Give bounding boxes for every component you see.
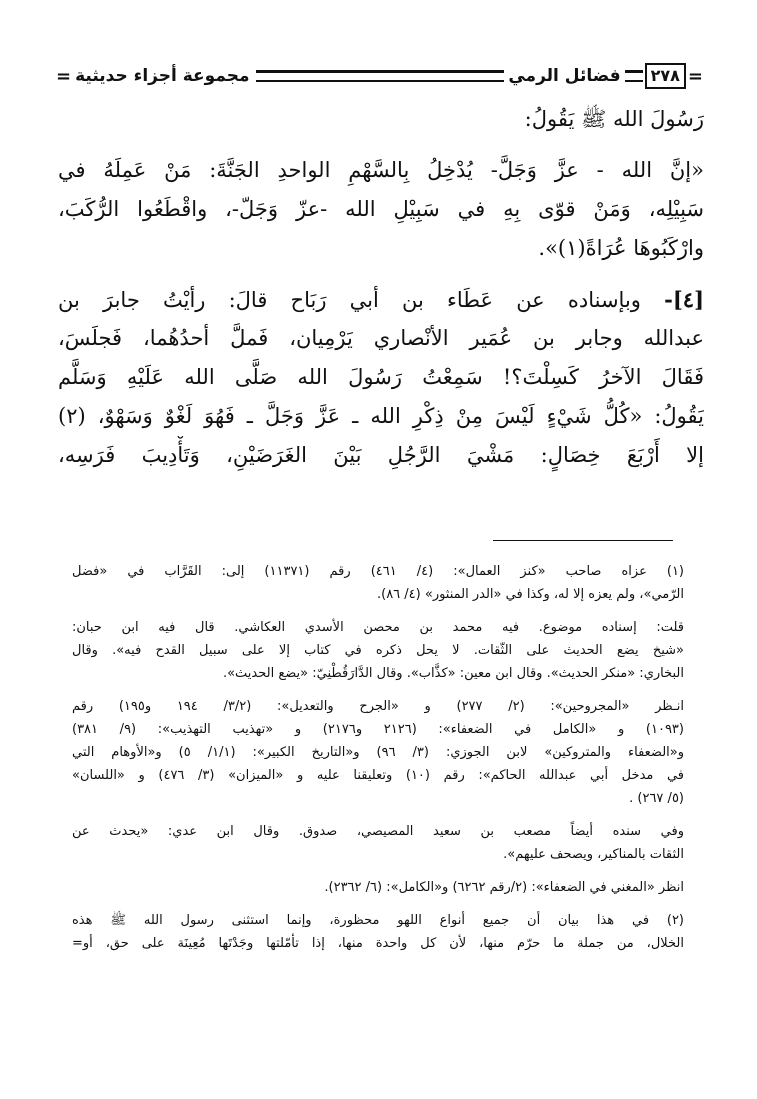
footnote-line: «شيخ يضع الحديث على الثّقات. لا يحل ذكره في كتاب إلا على سبيل القدح فيه». وقال	[72, 643, 684, 658]
footnote-line: (٥/ ٢٦٧) .	[629, 791, 684, 806]
footnote-line: قلت: إسناده موضوع. فيه محمد بن محصن الأسدي العكاشي. قال فيه ابن حبان:	[72, 620, 684, 635]
footnote-qult	[72, 616, 684, 685]
footnote-line: وفي سنده أيضاً مصعب بن سعيد المصيصي، صدوق. وقال ابن عدي: «يحدث عن	[72, 824, 684, 839]
footnote-separator	[493, 540, 673, 541]
footnote-references	[72, 695, 684, 810]
text-line	[58, 280, 704, 319]
text-line: عبدالله وجابر بن عُمَير الأنْصاري يَرْمِيان، فَملَّ أحدُهُما، فَجلَسَ،	[58, 326, 704, 350]
hadith-3	[58, 151, 704, 268]
running-header	[56, 56, 701, 96]
footnote-line: و«الضعفاء والمتروكين» لابن الجوزي: (٣/ ٩٦) و«التاريخ الكبير»: (١/١/ ٥) و«الأوهام التي	[72, 745, 684, 760]
text-line: «إنَّ الله - عزَّ وَجَلَّ- يُدْخِلُ بِالسَّهْمِ الواحدِ الجَنَّةَ: مَنْ عَمِلَهُ في	[58, 158, 704, 182]
page-number: ٢٧٨	[645, 63, 686, 89]
footnote-line: انظر «المغني في الضعفاء»: (٢/رقم ٦٢٦٢) و«الكامل»: (٦/ ٢٣٦٢).	[324, 880, 684, 895]
header-end-mark: =	[56, 65, 70, 87]
header-rule	[256, 70, 505, 82]
hadith-4	[58, 280, 704, 475]
hadith-text: وبإسناده عن عَطَاء بن أبي رَبَاح قالَ: رأيْتُ جابرَ بن	[58, 288, 641, 312]
header-collection: مجموعة أجزاء حديثية	[75, 66, 250, 86]
header-end-mark: =	[687, 65, 701, 87]
footnote-line: (٢) في هذا بيان أن جميع أنواع اللهو محظورة، وإنما استثنى رسول الله ﷺ هذه	[72, 913, 684, 928]
footnote-line: في مدخل أبي عبدالله الحاكم»: رقم (١٠) وتعليقنا عليه و «الميزان» (٣/ ٤٧٦) و «اللسان»	[72, 768, 684, 783]
footnote-line: البخاري: «منكر الحديث». وقال ابن معين: «كذَّاب». وقال الدَّارَقُطْنِيّ: «يضع الحديث».	[222, 666, 684, 681]
text-line: يَقُولُ: «كُلُّ شَيْءٍ لَيْسَ مِنْ ذِكْرِ الله ـ عَزَّ وَجَلَّ ـ فَهُوَ لَغْوٌ وَسَهْوٌ، (٢)	[58, 404, 704, 428]
footnote-line: الخلال، من جملة ما حرّم منها، لأن كل واحدة منها، إذا تأمّلتها وجَدْتَها مُعِينَة على حق، أو=	[72, 936, 684, 951]
footnote-line: الرّمي»، ولم يعزه إلا له، وكذا في «الدر المنثور» (٤/ ٨٦).	[376, 587, 684, 602]
footnote-sanad	[72, 820, 684, 866]
hadith-number: [٤]-	[664, 287, 704, 312]
footnote-2	[72, 909, 684, 955]
footnote-references-2	[72, 876, 684, 899]
footnote-line: انـظر «المجروحين»: (٢/ ٢٧٧) و «الجرح والتعديل»: (٣/٢/ ١٩٤ و١٩٥) رقم	[72, 699, 684, 714]
text-line: وارْكَبُوهَا عُرَاةً(١)».	[538, 236, 704, 260]
text-line: إلا أَرْبَعَ خِصَالٍ: مَشْيَ الرَّجُلِ بَيْنَ الغَرَضَيْنِ، وَتَأْدِيبَ فَرَسِه،	[58, 443, 704, 467]
text-line: رَسُولَ الله ﷺ يَقُولُ:	[524, 107, 704, 131]
footnote-1	[72, 560, 684, 606]
footnote-line: (١) عزاه صاحب «كنز العمال»: (٤/ ٤٦١) رقم (١١٣٧١) إلى: القَرَّاب في «فضل	[72, 564, 684, 579]
header-title: فضائل الرمي	[508, 66, 621, 86]
text-line: سَبِيْلِه، وَمَنْ قوّى بِهِ في سَبِيْلِ الله -عزّ وَجَلّ-، واقْطَعُوا الرُّكَبَ،	[58, 197, 704, 221]
text-line: فَقَالَ الآخرُ كَسِلْتَ؟! سَمِعْتُ رَسُولَ الله صَلَّى الله عَلَيْهِ وَسَلَّم	[58, 365, 704, 389]
footnotes	[72, 560, 684, 955]
footnote-line: الثقات بالمناكير، ويصحف عليهم».	[503, 847, 684, 862]
footnote-line: (١٠٩٣) و «الكامل في الضعفاء»: (٢١٢٦ و٢١٧٦) و «تهذيب التهذيب»: (٩/ ٣٨١)	[72, 722, 684, 737]
header-rule	[625, 70, 643, 82]
main-text	[58, 100, 704, 475]
